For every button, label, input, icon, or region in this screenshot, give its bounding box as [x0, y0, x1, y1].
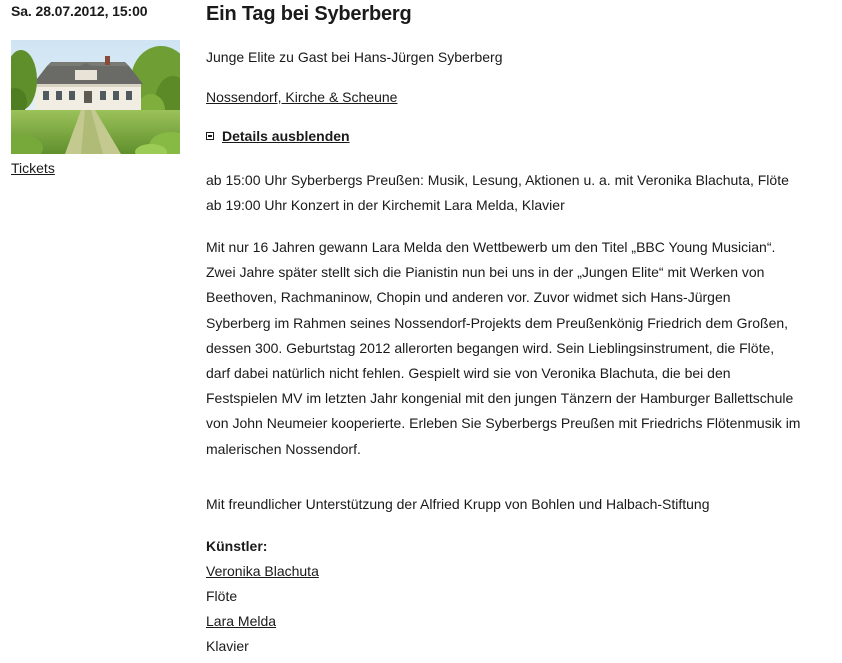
description-line: Beethoven, Rachmaninow, Chopin und anderen vor. Zuvor widmet sich Hans-Jürgen [206, 289, 731, 306]
details-toggle-label[interactable]: Details ausblenden [222, 128, 350, 144]
description-line: dessen 300. Geburtstag 2012 allerorten begangen wird. Sein Lieblingsinstrument, die Flöte, [206, 339, 775, 356]
description-line: darf dabei natürlich nicht fehlen. Gespielt wird sie von Veronika Blachuta, die bei den [206, 365, 731, 382]
artist-instrument: Flöte [206, 588, 238, 604]
description-line: von John Neumeier kooperierte. Erleben Sie Syberbergs Preußen mit Friedrichs Flötenmusik im [206, 415, 801, 432]
tickets-link[interactable]: Tickets [11, 160, 55, 176]
event-image[interactable] [11, 40, 180, 154]
artists-heading: Künstler: [206, 538, 268, 554]
description-line: Zwei Jahre später stellt sich die Pianistin nun bei uns in der „Jungen Elite“ mit Werken von [206, 264, 765, 281]
sponsor-note: Mit freundlicher Unterstützung der Alfried Krupp von Bohlen und Halbach-Stiftung [206, 496, 710, 512]
schedule-line: ab 19:00 Uhr Konzert in der Kirchemit Lara Melda, Klavier [206, 197, 565, 213]
details-toggle-button[interactable] [206, 128, 350, 144]
event-schedule [206, 168, 789, 218]
schedule-line: ab 15:00 Uhr Syberbergs Preußen: Musik, Lesung, Aktionen u. a. mit Veronika Blachuta, Flöte [206, 172, 789, 188]
description-line: malerischen Nossendorf. [206, 440, 361, 457]
artist-instrument: Klavier [206, 638, 249, 654]
event-subtitle: Junge Elite zu Gast bei Hans-Jürgen Syberberg [206, 49, 503, 65]
artist-link-veronika-blachuta[interactable]: Veronika Blachuta [206, 563, 319, 579]
description-line: Mit nur 16 Jahren gewann Lara Melda den Wettbewerb um den Titel „BBC Young Musician“. [206, 239, 776, 255]
venue-link[interactable]: Nossendorf, Kirche & Scheune [206, 89, 398, 105]
event-title: Ein Tag bei Syberberg [206, 3, 412, 25]
artist-link-lara-melda[interactable]: Lara Melda [206, 613, 277, 629]
event-date: Sa. 28.07.2012, 15:00 [11, 3, 148, 19]
collapse-minus-icon[interactable] [206, 132, 214, 140]
event-description [206, 235, 836, 462]
description-line: Festspielen MV im letzten Jahr kongenial mit den jungen Tänzern der Hamburger Ballettschule [206, 390, 794, 407]
manor-house-illustration [11, 40, 180, 154]
artists-section [206, 534, 319, 659]
description-line: Syberberg im Rahmen seines Nossendorf-Projekts dem Preußenkönig Friedrich dem Großen, [206, 314, 789, 331]
